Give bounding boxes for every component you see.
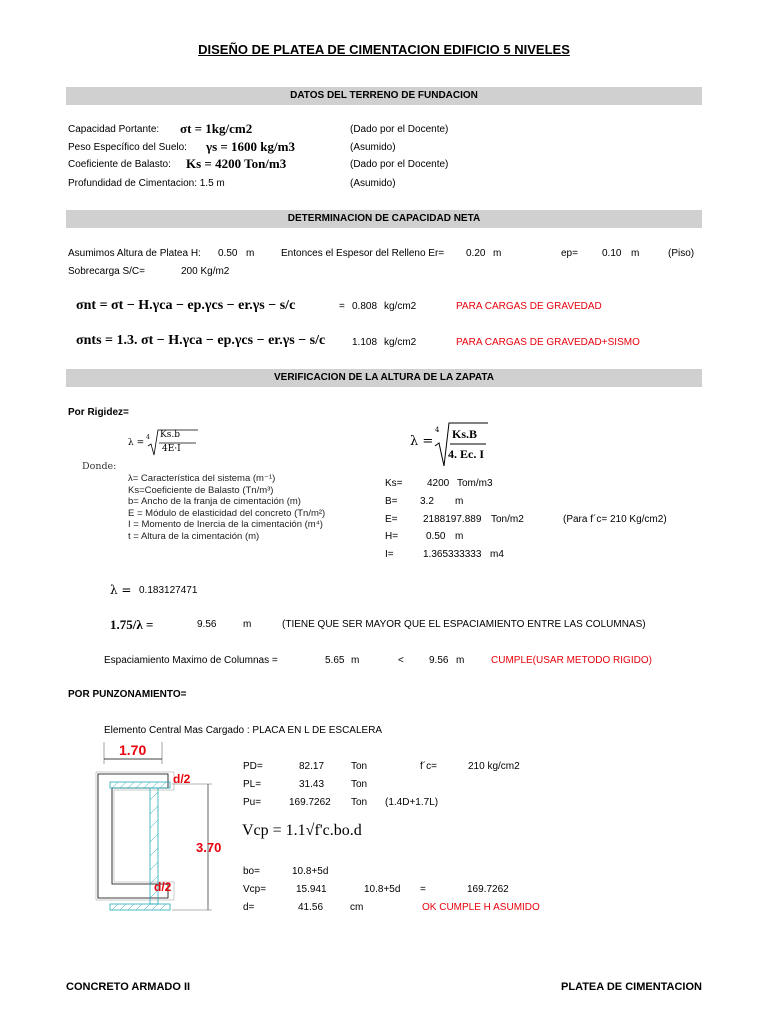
section-header-verificacion: VERIFICACION DE LA ALTURA DE LA ZAPATA [66,369,702,387]
section-header-terreno: DATOS DEL TERRENO DE FUNDACION [66,87,702,105]
formula-sigma-t: σt = 1kg/cm2 [180,121,253,136]
param-ks-value: 4200 [427,478,450,489]
def-e: E = Módulo de elasticidad del concreto (Tn/m²) [128,507,326,519]
lambda-result-label: λ = [110,583,132,597]
vcp-expr: 10.8+5d [364,884,401,895]
pd-label: PD= [243,761,263,772]
esp-unit2: m [456,655,465,666]
ratio-note: (TIENE QUE SER MAYOR QUE EL ESPACIAMIENTO ENTRE LAS COLUMNAS) [282,619,646,630]
param-ks-unit: Tom/m3 [457,478,493,489]
param-b-unit: m [455,496,464,507]
param-i-unit: m4 [490,549,504,560]
placa-drawing [92,738,222,938]
pd-value: 82.17 [299,761,325,772]
eq1-equals: = [339,301,345,312]
fc-value: 210 kg/cm2 [468,761,520,772]
lambda-result-value: 0.183127471 [139,585,198,596]
vcp-formula: Vcp = 1.1√f'c.bo.d [242,822,362,839]
page-title: DISEÑO DE PLATEA DE CIMENTACION EDIFICIO 5 NIVELES [198,42,570,57]
big-numerator: Ks.B [452,427,478,441]
param-e-note: (Para f´c= 210 Kg/cm2) [563,514,667,525]
svg-text:4: 4 [146,434,150,441]
equation-sigma-nt: σnt = σt − H.γca − ep.γcs − er.γs − s/c [76,298,296,313]
small-numerator: Ks.b [160,430,180,440]
eq2-note: PARA CARGAS DE GRAVEDAD+SISMO [456,337,640,348]
note-profundidad: (Asumido) [350,178,396,189]
equation-sigma-nts: σnts = 1.3. σt − H.γca − ep.γcs − er.γs − s/c [76,333,326,348]
dim-d2-top-label: d/2 [173,772,191,786]
footer-right: PLATEA DE CIMENTACION [561,981,702,993]
element-label: Elemento Central Mas Cargado : PLACA EN L DE ESCALERA [104,725,383,736]
esp-value: 5.65 [325,655,345,666]
note-capacidad: (Dado por el Docente) [350,124,449,135]
definitions-list [128,473,325,542]
value-platea: 0.50 [218,248,238,259]
dim-side-label: 3.70 [196,840,222,855]
param-b-label: B= [385,496,398,507]
label-peso: Peso Específico del Suelo: [68,142,187,153]
pu-label: Pu= [243,797,262,808]
label-sc: Sobrecarga S/C= [68,266,145,277]
pd-unit: Ton [351,761,368,772]
esp-lt: < [398,655,404,666]
def-ks: Ks=Coeficiente de Balasto (Tn/m³) [128,484,274,496]
pu-note: (1.4D+1.7L) [385,797,439,808]
pl-label: PL= [243,779,262,790]
note-ep: (Piso) [668,248,695,259]
eq2-value: 1.108 [352,337,378,348]
ratio-label: 1.75/λ = [110,617,154,632]
unit-ep: m [631,248,640,259]
d-unit: cm [350,902,364,913]
footer-left: CONCRETO ARMADO II [66,981,191,993]
ratio-unit: m [243,619,252,630]
param-e-label: E= [385,514,398,525]
param-h-unit: m [455,531,464,542]
esp-unit: m [351,655,360,666]
small-lambda-label: λ = [128,438,145,448]
pu-value: 169.7262 [289,797,331,808]
bo-value: 10.8+5d [292,866,329,877]
eq2-unit: kg/cm2 [384,337,417,348]
label-donde: Donde: [82,461,117,472]
value-relleno: 0.20 [466,248,486,259]
eq1-value: 0.808 [352,301,378,312]
param-h-value: 0.50 [426,531,446,542]
bo-label: bo= [243,866,260,877]
small-denominator: 4E·I [162,444,181,454]
esp-value2: 9.56 [429,655,449,666]
esp-label: Espaciamiento Maximo de Columnas = [104,655,278,666]
vcp-value: 15.941 [296,884,327,895]
param-i-label: I= [385,549,394,560]
def-i: I = Momento de Inercia de la cimentación (m⁴) [128,519,323,530]
param-ks-label: Ks= [385,478,403,489]
d-value: 41.56 [298,902,324,913]
vcp-equals: = [420,884,426,895]
section-header-capacidad: DETERMINACION DE CAPACIDAD NETA [66,210,702,228]
param-h-label: H= [385,531,399,542]
fc-label: f´c= [420,761,437,772]
label-capacidad: Capacidad Portante: [68,124,160,135]
value-sc: 200 Kg/m2 [181,266,230,277]
eq1-unit: kg/cm2 [384,301,417,312]
root-index: 4 [435,426,440,434]
label-platea: Asumimos Altura de Platea H: [68,248,201,259]
dim-top-label: 1.70 [119,742,147,758]
label-relleno: Entonces el Espesor del Relleno Er= [281,248,445,259]
d-note: OK CUMPLE H ASUMIDO [422,902,540,913]
label-ep: ep= [561,248,578,259]
pl-value: 31.43 [299,779,325,790]
def-t: t = Altura de la cimentación (m) [128,530,260,542]
label-profundidad: Profundidad de Cimentacion: 1.5 m [68,178,225,189]
param-b-value: 3.2 [420,496,434,507]
eq1-note: PARA CARGAS DE GRAVEDAD [456,301,602,312]
value-ep: 0.10 [602,248,622,259]
vcp-label: Vcp= [243,884,267,895]
unit-relleno: m [493,248,502,259]
formula-gamma-s: γs = 1600 kg/m3 [206,139,295,154]
label-balasto: Coeficiente de Balasto: [68,159,171,170]
esp-note: CUMPLE(USAR METODO RIGIDO) [491,655,652,666]
formula-ks: Ks = 4200 Ton/m3 [186,156,287,171]
param-e-value: 2188197.889 [423,514,482,525]
label-rigidez: Por Rigidez= [68,407,129,418]
pl-unit: Ton [351,779,368,790]
param-e-unit: Ton/m2 [491,514,524,525]
def-lambda: λ= Característica del sistema (m⁻¹) [128,473,276,484]
note-balasto: (Dado por el Docente) [350,159,449,170]
big-denominator: 4. Ec. I [448,447,484,461]
big-lambda-label: λ = [410,434,434,449]
ratio-value: 9.56 [197,619,217,630]
pu-unit: Ton [351,797,368,808]
vcp-result: 169.7262 [467,884,509,895]
note-peso: (Asumido) [350,142,396,153]
dim-d2-bottom-label: d/2 [154,880,172,894]
d-label: d= [243,902,255,913]
unit-platea: m [246,248,255,259]
label-punzonamiento: POR PUNZONAMIENTO= [68,689,187,700]
def-b: b= Ancho de la franja de cimentación (m) [128,496,301,507]
param-i-value: 1.365333333 [423,549,482,560]
